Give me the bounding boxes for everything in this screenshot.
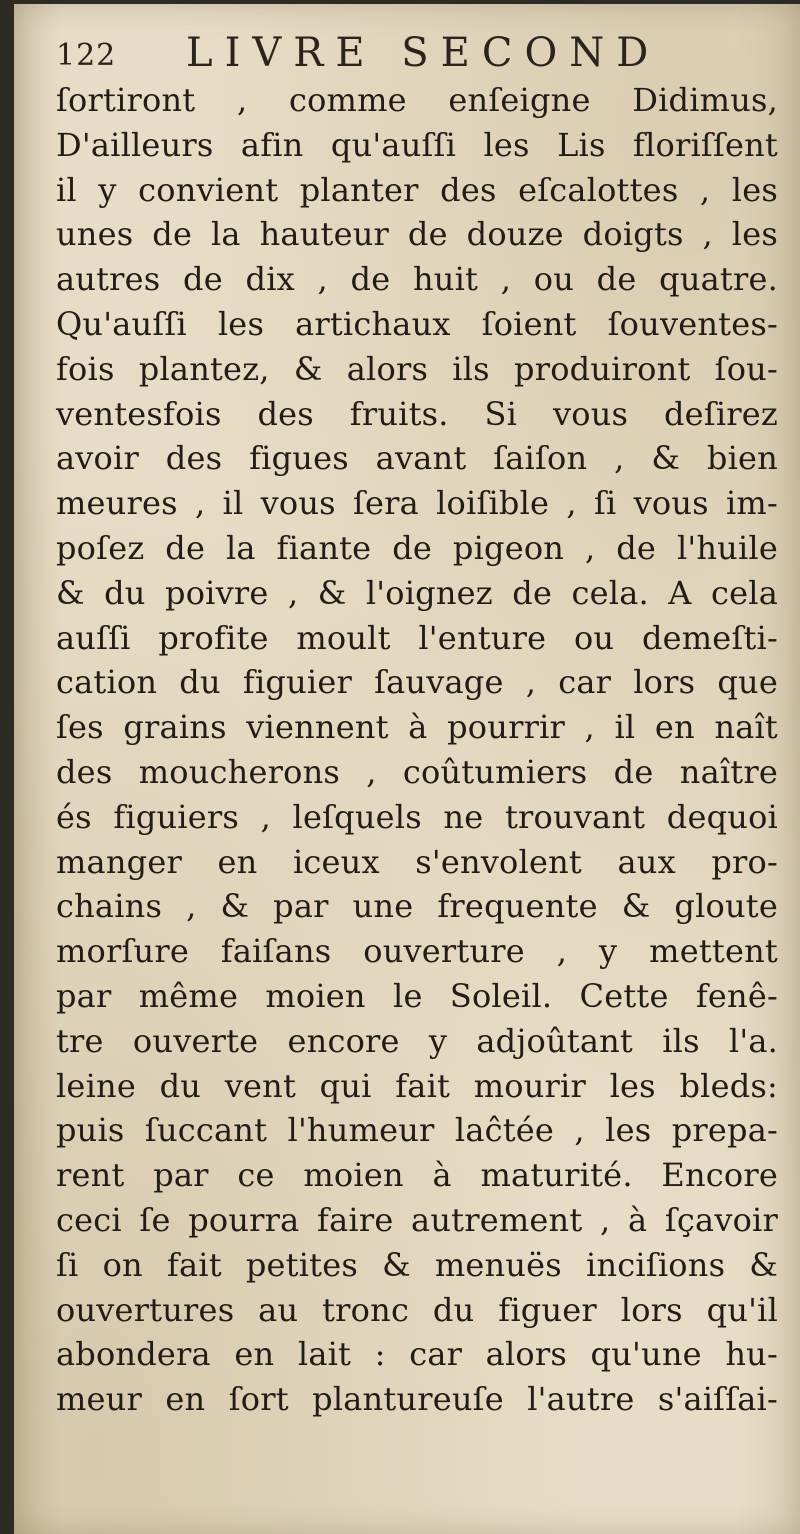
text-line: fois plantez, & alors ils produiront ſou- (56, 349, 778, 388)
page-header (56, 28, 776, 78)
text-line: ventesfois des fruits. Si vous deſirez (56, 394, 778, 433)
text-line: unes de la hauteur de douze doigts , les (56, 215, 778, 254)
text-line: des moucherons , coûtumiers de naître (56, 752, 778, 791)
body-text (56, 78, 778, 1422)
text-line: ouvertures au tronc du figuer lors qu'il (56, 1290, 778, 1329)
text-line: ſes grains viennent à pourrir , il en naît (56, 708, 778, 747)
running-head: LIVRE SECOND (186, 30, 661, 76)
text-line: chains , & par une frequente & gloute (56, 887, 778, 926)
text-line: autres de dix , de huit , ou de quatre. (56, 260, 778, 299)
text-line: Qu'auſſi les artichaux ſoient ſouventes- (56, 304, 778, 343)
text-line: morſure faiſans ouverture , y mettent (56, 932, 778, 971)
text-line: avoir des figues avant ſaiſon , & bien (56, 439, 778, 478)
text-line: ſi on fait petites & menuës inciſions & (56, 1245, 778, 1284)
text-line: & du poivre , & l'oignez de cela. A cela (56, 573, 778, 612)
text-line: és figuiers , leſquels ne trouvant dequoi (56, 797, 778, 836)
text-line: rent par ce moien à maturité. Encore (56, 1156, 778, 1195)
page-number: 122 (56, 38, 117, 73)
text-line: meures , il vous ſera loiſible , ſi vous im- (56, 484, 778, 523)
text-line: cation du figuier ſauvage , car lors que (56, 663, 778, 702)
text-line: meur en ſort plantureuſe l'autre s'aiſſai- (56, 1380, 778, 1419)
text-line: D'ailleurs afin qu'auſſi les Lis floriſſent (56, 125, 778, 164)
text-line: par même moien le Soleil. Cette fenê- (56, 976, 778, 1015)
text-line: ſortiront , comme enſeigne Didimus, (56, 81, 778, 119)
text-line: leine du vent qui fait mourir les bleds: (56, 1066, 778, 1105)
text-line: tre ouverte encore y adjoûtant ils l'a. (56, 1021, 778, 1060)
text-line: manger en iceux s'envolent aux pro- (56, 842, 778, 881)
text-line: abondera en lait : car alors qu'une hu- (56, 1335, 778, 1374)
text-line: poſez de la fiante de pigeon , de l'huile (56, 528, 778, 567)
text-line: auſſi profite moult l'enture ou demeſti- (56, 618, 778, 657)
text-line: il y convient planter des eſcalottes , les (56, 170, 778, 209)
text-line: puis ſuccant l'humeur laĉtée , les prepa- (56, 1111, 778, 1150)
book-page (14, 4, 800, 1534)
text-line: ceci ſe pourra faire autrement , à ſçavoir (56, 1200, 778, 1239)
